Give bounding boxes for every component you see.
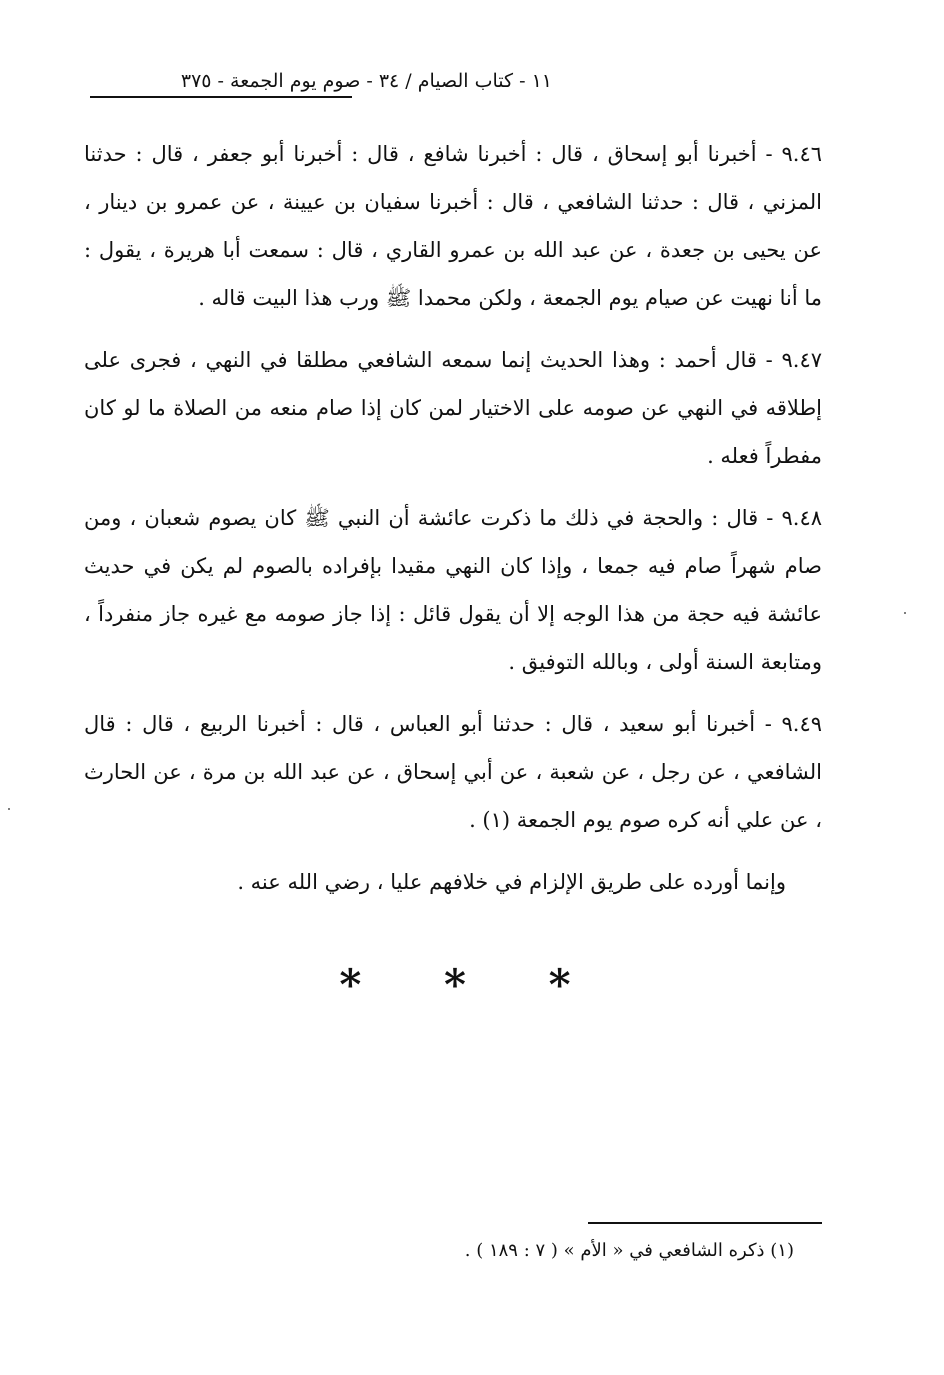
paragraph-948: ٩.٤٨ - قال : والحجة في ذلك ما ذكرت عائشة أن النبي ﷺ كان يصوم شعبان ، ومن صام شهراً صام فيه جمعا ، وإذا كان النهي مقيدا بإفراده بالصوم لم يكن في حديث عائشة فيه حجة من هذا الوجه إلا أن يقول قائل : إذا جاز صومه مع غيره جاز منفرداً ، ومتابعة السنة أولى ، وبالله التوفيق . — [84, 506, 822, 674]
footnote: (١) ذكره الشافعي في « الأم » ( ٧ : ١٨٩ ) . — [464, 1240, 794, 1261]
paragraph-946: ٩.٤٦ - أخبرنا أبو إسحاق ، قال : أخبرنا شافع ، قال : أخبرنا أبو جعفر ، قال : حدثنا المزني ، قال : حدثنا الشافعي ، قال : أخبرنا سفيان بن عيينة ، عن عمرو بن دينار ، عن يحيى بن جعدة ، عن عبد الله بن عمرو القاري ، قال : سمعت أبا هريرة ، يقول : ما أنا نهيت عن صيام يوم الجمعة ، ولكن محمدا ﷺ ورب هذا البيت قاله . — [84, 142, 822, 310]
scan-speck — [904, 612, 906, 614]
paragraph-947: ٩.٤٧ - قال أحمد : وهذا الحديث إنما سمعه الشافعي مطلقا في النهي ، فجرى على إطلاقه في النهي عن صومه على الاختيار لمن كان إذا صام منعه من الصلاة ما لو كان مفطراً فعله . — [84, 348, 822, 468]
paragraph-949: ٩.٤٩ - أخبرنا أبو سعيد ، قال : حدثنا أبو العباس ، قال : أخبرنا الربيع ، قال : قال الشافعي ، عن رجل ، عن شعبة ، عن أبي إسحاق ، عن عبد الله بن مرة ، عن الحارث ، عن علي أنه كره صوم يوم الجمعة (١) . — [84, 712, 822, 832]
main-text — [84, 130, 822, 920]
footnote-rule — [588, 1222, 822, 1224]
running-head: ١١ - كتاب الصيام / ٣٤ - صوم يوم الجمعة - ٣٧٥ — [180, 70, 552, 92]
section-separator: * * * — [339, 960, 605, 1009]
scan-speck — [8, 808, 10, 810]
header-rule — [90, 96, 352, 98]
page-header — [90, 60, 822, 108]
closing-note: وإنما أورده على طريق الإلزام في خلافهم عليا ، رضي الله عنه . — [237, 870, 786, 894]
